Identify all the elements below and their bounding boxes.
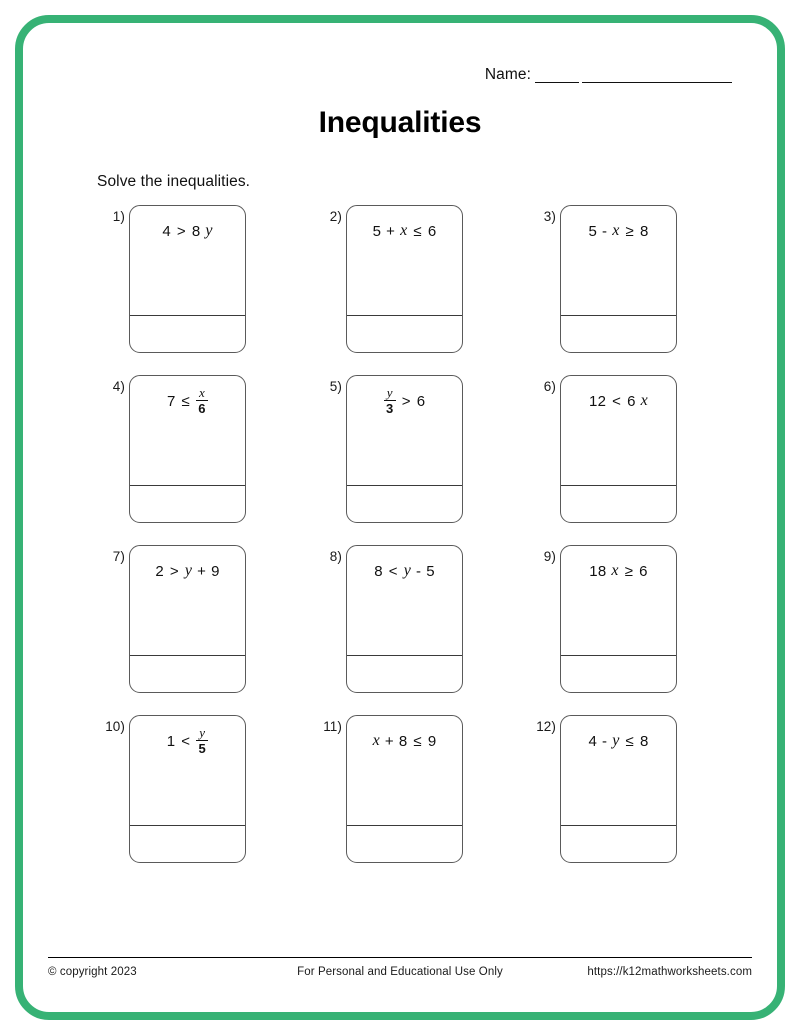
variable: x	[372, 732, 380, 749]
number: 8	[191, 222, 201, 240]
problem-number: 11)	[323, 719, 342, 734]
problem-item	[530, 205, 735, 365]
inequality-expression	[561, 376, 676, 426]
work-area[interactable]	[561, 256, 676, 316]
answer-area[interactable]	[561, 656, 676, 692]
fraction-numerator: y	[199, 725, 206, 740]
problem-number: 7)	[112, 549, 125, 564]
operator-symbol: +	[384, 732, 394, 750]
variable: x	[611, 562, 619, 579]
problem-number: 12)	[536, 719, 556, 734]
answer-area[interactable]	[561, 826, 676, 862]
variable: y	[184, 562, 193, 579]
problem-box[interactable]	[346, 375, 463, 523]
problem-item	[99, 205, 304, 365]
operator-symbol: -	[602, 732, 608, 750]
answer-area[interactable]	[347, 826, 462, 862]
relation-symbol: ≤	[413, 222, 422, 240]
inequality-expression	[347, 716, 462, 766]
fraction-numerator: x	[198, 385, 205, 400]
number: 8	[639, 732, 649, 750]
relation-symbol: ≤	[625, 732, 634, 750]
problem-item	[316, 545, 521, 705]
footer-website[interactable]: https://k12mathworksheets.com	[587, 966, 752, 978]
answer-area[interactable]	[130, 316, 245, 352]
problem-item	[530, 375, 735, 535]
problem-box[interactable]	[560, 375, 677, 523]
variable: x	[612, 222, 620, 239]
operator-symbol: -	[416, 562, 422, 580]
variable: y	[403, 562, 412, 579]
problem-box[interactable]	[346, 545, 463, 693]
problem-item	[316, 715, 521, 875]
work-area[interactable]	[561, 426, 676, 486]
answer-area[interactable]	[347, 316, 462, 352]
work-area[interactable]	[130, 426, 245, 486]
relation-symbol: >	[169, 562, 179, 580]
answer-area[interactable]	[561, 486, 676, 522]
fraction	[196, 386, 208, 415]
problem-number: 8)	[329, 549, 342, 564]
variable: x	[400, 222, 408, 239]
answer-area[interactable]	[130, 486, 245, 522]
answer-area[interactable]	[347, 656, 462, 692]
number: 4	[162, 222, 171, 240]
problem-box[interactable]	[560, 545, 677, 693]
problem-item	[99, 715, 304, 875]
number: 7	[167, 392, 176, 410]
number: 5	[372, 222, 382, 240]
answer-area[interactable]	[347, 486, 462, 522]
inequality-expression	[561, 546, 676, 596]
footer	[48, 966, 752, 986]
number: 6	[427, 222, 437, 240]
problem-number: 4)	[112, 379, 125, 394]
variable: x	[640, 392, 648, 409]
answer-area[interactable]	[561, 316, 676, 352]
work-area[interactable]	[561, 596, 676, 656]
number: 9	[211, 562, 220, 580]
fraction-denominator: 3	[386, 401, 394, 416]
relation-symbol: ≤	[181, 392, 190, 410]
instructions-text: Solve the inequalities.	[97, 173, 251, 190]
problem-box[interactable]	[346, 205, 463, 353]
problem-number: 6)	[543, 379, 556, 394]
name-label: Name:	[484, 65, 531, 83]
inequality-expression	[130, 716, 245, 766]
relation-symbol: ≥	[625, 222, 634, 240]
answer-area[interactable]	[130, 826, 245, 862]
problem-box[interactable]	[129, 715, 246, 863]
work-area[interactable]	[347, 426, 462, 486]
fraction	[196, 726, 208, 755]
variable: y	[612, 732, 620, 749]
number: 5	[588, 222, 598, 240]
problem-box[interactable]	[346, 715, 463, 863]
problem-number: 3)	[543, 209, 556, 224]
work-area[interactable]	[130, 766, 245, 826]
problem-number: 9)	[543, 549, 556, 564]
relation-symbol: >	[401, 392, 411, 410]
problem-number: 5)	[329, 379, 342, 394]
number: 18	[589, 562, 607, 580]
inequality-expression	[347, 206, 462, 256]
problem-box[interactable]	[560, 205, 677, 353]
problem-number: 2)	[329, 209, 342, 224]
work-area[interactable]	[347, 766, 462, 826]
inequality-expression	[130, 206, 245, 256]
inequality-expression	[130, 546, 245, 596]
number: 6	[639, 562, 648, 580]
number: 4	[588, 732, 598, 750]
inequality-expression	[130, 376, 245, 426]
fraction-denominator: 6	[198, 401, 206, 416]
footer-usage-notice: For Personal and Educational Use Only	[297, 966, 503, 978]
problem-number: 1)	[112, 209, 125, 224]
problem-box[interactable]	[129, 375, 246, 523]
fraction-denominator: 5	[198, 741, 206, 756]
problem-item	[99, 545, 304, 705]
variable: y	[205, 222, 213, 239]
relation-symbol: ≥	[624, 562, 634, 580]
work-area[interactable]	[347, 596, 462, 656]
problem-item	[316, 205, 521, 365]
footer-copyright: © copyright 2023	[48, 966, 137, 978]
fraction	[384, 386, 396, 415]
number: 9	[427, 732, 437, 750]
inequality-expression	[561, 206, 676, 256]
inequality-expression	[347, 546, 462, 596]
relation-symbol: >	[176, 222, 186, 240]
problem-item	[530, 715, 735, 875]
problem-number: 10)	[105, 719, 125, 734]
answer-area[interactable]	[130, 656, 245, 692]
number: 12	[589, 392, 607, 410]
problem-item	[316, 375, 521, 535]
number: 1	[166, 732, 176, 750]
relation-symbol: <	[388, 562, 398, 580]
problem-box[interactable]	[129, 545, 246, 693]
fraction-numerator: y	[386, 385, 393, 400]
number: 6	[416, 392, 426, 410]
page-title: Inequalities	[318, 106, 482, 139]
operator-symbol: -	[602, 222, 608, 240]
problem-item	[99, 375, 304, 535]
number: 5	[426, 562, 435, 580]
inequality-expression	[561, 716, 676, 766]
operator-symbol: +	[386, 222, 396, 240]
work-area[interactable]	[130, 596, 245, 656]
problem-box[interactable]	[129, 205, 246, 353]
number: 8	[374, 562, 383, 580]
inequality-expression	[347, 376, 462, 426]
work-area[interactable]	[130, 256, 245, 316]
relation-symbol: <	[181, 732, 191, 750]
problem-item	[530, 545, 735, 705]
number: 2	[155, 562, 164, 580]
problem-box[interactable]	[560, 715, 677, 863]
number: 8	[639, 222, 649, 240]
relation-symbol: <	[612, 392, 622, 410]
work-area[interactable]	[347, 256, 462, 316]
operator-symbol: +	[197, 562, 207, 580]
number: 6	[627, 392, 636, 410]
footer-divider	[48, 957, 752, 958]
number: 8	[398, 732, 408, 750]
relation-symbol: ≤	[413, 732, 422, 750]
work-area[interactable]	[561, 766, 676, 826]
